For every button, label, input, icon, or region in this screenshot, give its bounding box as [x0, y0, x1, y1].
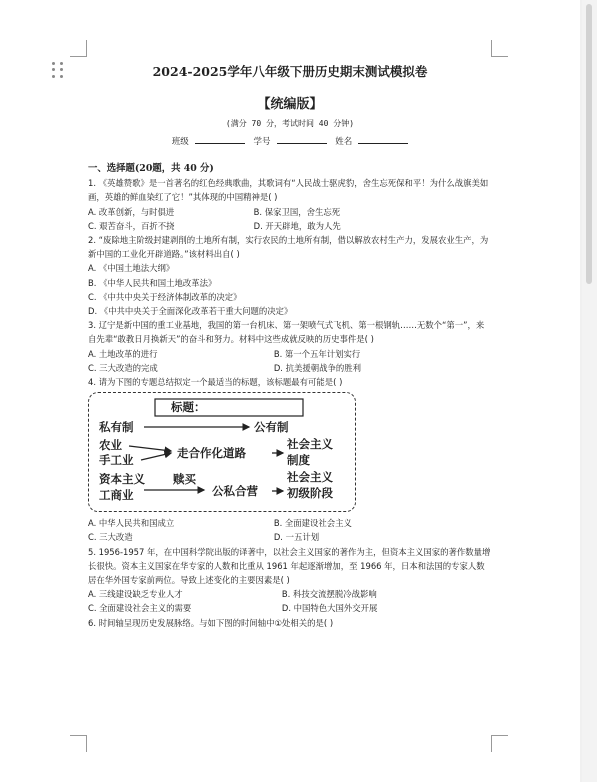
question-1: 1. 《英雄赞歌》是一首著名的红色经典歌曲，其歌词有“人民战士驱虎豹，舍生忘死保和平！为什么战旗美如画，英雄的鲜血染红了它！”其体现的中国精神是( ) [88, 178, 489, 203]
options-row [88, 587, 492, 601]
diagram-system: 制度 [287, 453, 310, 468]
option-a: A. 改革创新，与时俱进 [88, 206, 175, 217]
page-title: 2024-2025学年八年级下册历史期末测试模拟卷 [152, 64, 428, 79]
vertical-scrollbar[interactable] [582, 0, 597, 782]
class-label: 班级 [171, 137, 189, 147]
option-d: D. 《中共中央关于全面深化改革若干重大问题的决定》 [88, 306, 293, 317]
option-a: A. 中华人民共和国成立 [88, 518, 175, 529]
option-a: A. 三线建设缺乏专业人才 [88, 589, 183, 600]
option-d: D. 开天辟地，敢为人先 [253, 220, 341, 231]
diagram-public: 公有制 [254, 420, 289, 435]
option-b: B. 《中华人民共和国土地改革法》 [88, 277, 217, 288]
option-c: C. 《中共中央关于经济体制改革的决定》 [88, 291, 242, 302]
option-d: D. 抗美援朝战争的胜利 [273, 362, 361, 373]
option-c: C. 艰苦奋斗，百折不挠 [88, 220, 175, 231]
options-row [88, 530, 492, 544]
diagram-handicraft: 手工业 [99, 453, 134, 468]
class-blank [195, 134, 245, 144]
exam-content [88, 162, 492, 630]
option-c: C. 全面建设社会主义的需要 [88, 603, 192, 614]
diagram-cooperative: 走合作化道路 [177, 446, 246, 461]
options-row [88, 601, 492, 615]
option-b: B. 第一个五年计划实行 [273, 348, 361, 359]
margin-corner-bottom-left [70, 735, 87, 752]
option-b: B. 保家卫国，舍生忘死 [253, 206, 341, 217]
options-row [88, 219, 492, 233]
question-4: 4. 请为下图的专题总结拟定一个最适当的标题，该标题最有可能是( ) [88, 377, 343, 388]
diagram-socialist-2: 社会主义 [287, 470, 333, 485]
page-subtitle: 【统编版】 [257, 97, 323, 112]
option-c: C. 三大改造 [88, 532, 133, 543]
name-blank [358, 134, 408, 144]
diagram-buyout: 赎买 [173, 472, 196, 487]
options-row [88, 516, 492, 530]
option-d: D. 一五计划 [273, 532, 320, 543]
diagram-title-label: 标题： [171, 400, 206, 415]
diagram-industry: 工商业 [99, 488, 134, 503]
option-b: B. 科技交流摆脱冷战影响 [281, 589, 377, 600]
option-d: D. 中国特色大国外交开展 [281, 603, 378, 614]
question-5: 5. 1956-1957 年，在中国科学院出版的译著中，以社会主义国家的著作为主，但资本主义国家的著作数量增长很快。资本主义国家在华专家的人数和比重从 1961 年起逐渐增加，至 1966 年，日本和法国的专家人数居在华外国专家前两位。导致上述变化的主要因素是( ) [88, 546, 491, 586]
diagram-primary: 初级阶段 [287, 486, 333, 501]
student-info [0, 134, 580, 147]
diagram-capitalist: 资本主义 [99, 472, 145, 487]
options-row [88, 361, 492, 375]
diagram-private: 私有制 [99, 420, 134, 435]
question-6: 6. 时间轴呈现历史发展脉络。与如下图的时间轴中①处相关的是( ) [88, 617, 334, 628]
question-3: 3. 辽宁是新中国的重工业基地，我国的第一台机床、第一架喷气式飞机、第一根钢轨……无数个“第一”，来自先辈“敢教日月换新天”的奋斗和努力。材料中这些成就反映的历史事件是( ) [88, 320, 485, 345]
question-2: 2. “废除地主阶级封建剥削的土地所有制，实行农民的土地所有制，借以解放农村生产力，发展农业生产，为新中国的工业化开辟道路。”该材料出自( ) [88, 235, 489, 260]
name-label: 姓名 [335, 137, 353, 147]
options-row [88, 347, 492, 361]
summary-diagram [88, 392, 356, 512]
option-c: C. 三大改造的完成 [88, 362, 158, 373]
exam-note: (满分 70 分，考试时间 40 分钟) [225, 119, 355, 128]
option-b: B. 全面建设社会主义 [273, 518, 352, 529]
diagram-agriculture: 农业 [99, 438, 122, 453]
section-title: 一、选择题(20题，共 40 分) [88, 163, 214, 174]
options-row [88, 205, 492, 219]
diagram-socialist-1: 社会主义 [287, 437, 333, 452]
option-a: A. 土地改革的进行 [88, 348, 158, 359]
diagram-joint: 公私合营 [212, 484, 258, 499]
number-blank [277, 134, 327, 144]
option-a: A. 《中国土地法大纲》 [88, 263, 175, 274]
margin-corner-top-left [70, 40, 87, 57]
margin-corner-top-right [491, 40, 508, 57]
number-label: 学号 [253, 137, 271, 147]
scrollbar-thumb[interactable] [586, 4, 592, 284]
margin-corner-bottom-right [491, 735, 508, 752]
